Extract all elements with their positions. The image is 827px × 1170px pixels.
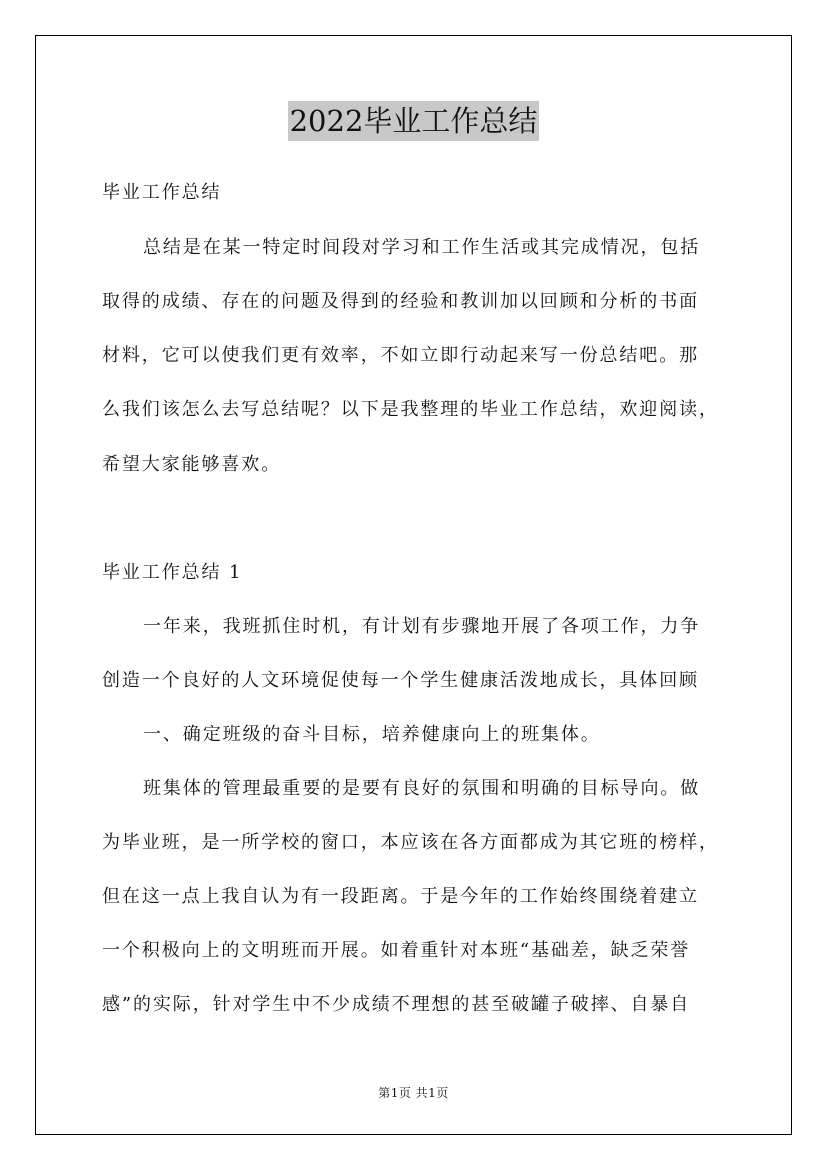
intro-line: 么我们该怎么去写总结呢？以下是我整理的毕业工作总结，欢迎阅读， (102, 399, 719, 420)
paragraph-line: 感”的实际，针对学生中不少成绩不理想的甚至破罐子破摔、自暴自 (102, 994, 691, 1015)
paragraph-line: 为毕业班，是一所学校的窗口，本应该在各方面都成为其它班的榜样， (102, 832, 719, 853)
page-indicator: 第1页 共1页 (378, 1086, 449, 1100)
section-heading: 毕业工作总结 1 (102, 562, 243, 583)
paragraph-line: 班集体的管理最重要的是要有良好的氛围和明确的目标导向。做 (143, 778, 701, 799)
paragraph-line: 创造一个良好的人文环境促使每一个学生健康活泼地成长，具体回顾 (102, 670, 699, 691)
section-heading: 毕业工作总结 (102, 182, 222, 203)
document-title (0, 101, 827, 141)
document-title-text: 2022毕业工作总结 (288, 101, 540, 141)
paragraph-line: 一个积极向上的文明班而开展。如着重针对本班“基础差，缺乏荣誉 (102, 940, 691, 961)
paragraph-line: 但在这一点上我自认为有一段距离。于是今年的工作始终围绕着建立 (102, 886, 699, 907)
subsection-title: 一、确定班级的奋斗目标，培养健康向上的班集体。 (143, 724, 601, 745)
intro-line: 材料，它可以使我们更有效率，不如立即行动起来写一份总结吧。那 (102, 345, 699, 366)
paragraph-line: 一年来，我班抓住时机，有计划有步骤地开展了各项工作，力争 (143, 616, 701, 637)
intro-line: 总结是在某一特定时间段对学习和工作生活或其完成情况，包括 (143, 237, 701, 258)
intro-line: 希望大家能够喜欢。 (102, 454, 282, 475)
intro-line: 取得的成绩、存在的问题及得到的经验和教训加以回顾和分析的书面 (102, 291, 699, 312)
